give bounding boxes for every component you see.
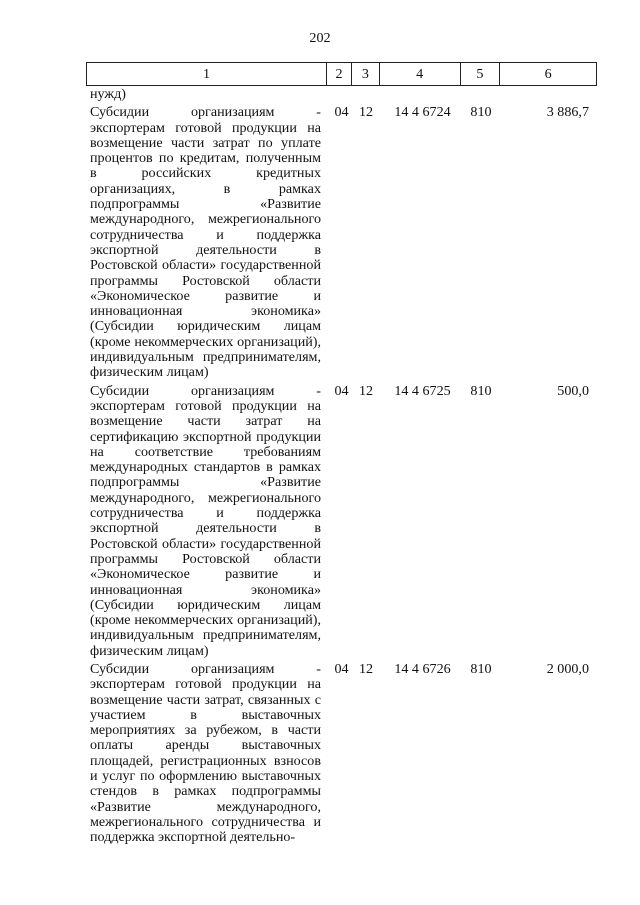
page-number: 202 bbox=[309, 30, 331, 46]
row-description: Субсидии организациям - экспортерам готовой продукции на возмещение части затрат по уплате процентов по кредитам, полученным в российских кредитных организациях, в рамках подпрограммы «Развитие международного, межрегионального сотрудничества и поддержка экспортной деятельности в Ростовской области» государственной программы Ростовской области «Экономическое развитие и инновационная экономика» (Субсидии юридическим лицам (кроме некоммерческих организаций), индивидуальным предпринимателям, физическим лицам) bbox=[90, 104, 321, 381]
header-col-2: 2 bbox=[327, 63, 352, 85]
header-col-6: 6 bbox=[544, 66, 552, 82]
row-amount: 2 000,0 bbox=[546, 660, 589, 677]
continuation-text: нужд) bbox=[90, 86, 127, 102]
row-target-code: 14 4 6725 bbox=[394, 382, 451, 399]
row-subsection: 12 bbox=[358, 104, 374, 121]
table-row bbox=[86, 384, 597, 659]
header-col-3: 3 bbox=[352, 63, 380, 85]
row-expense-type: 810 bbox=[470, 382, 492, 399]
row-section: 04 bbox=[334, 660, 349, 677]
row-description: Субсидии организациям - экспортерам готовой продукции на возмещение части затрат, связанных с участием в выставочных мероприятиях за рубежом, в части оплаты аренды выставочных площадей, регистрационных взносов и услуг по оформлению выставочных стендов в рамках подпрограммы «Развитие международного, межрегионального сотрудничества и поддержка экспортной деятельно- bbox=[90, 660, 321, 846]
row-target-code: 14 4 6726 bbox=[394, 660, 451, 677]
table-row bbox=[86, 662, 597, 846]
header-col-1: 1 bbox=[87, 63, 327, 85]
row-amount: 3 886,7 bbox=[546, 104, 589, 121]
row-section: 04 bbox=[334, 382, 349, 399]
row-expense-type: 810 bbox=[470, 660, 492, 677]
header-col-5: 5 bbox=[461, 63, 501, 85]
header-col-4: 4 bbox=[380, 63, 461, 85]
table-header bbox=[86, 62, 597, 86]
row-section: 04 bbox=[334, 104, 349, 121]
table-body bbox=[86, 87, 597, 846]
row-target-code: 14 4 6724 bbox=[394, 104, 451, 121]
table-row bbox=[86, 105, 597, 380]
row-amount: 500,0 bbox=[557, 382, 589, 399]
row-expense-type: 810 bbox=[470, 104, 492, 121]
row-description: Субсидии организациям - экспортерам готовой продукции на возмещение части затрат на сертификацию экспортной продукции на соответствие требованиям международных стандартов в рамках подпрограммы «Развитие международного, межрегионального сотрудничества и поддержка экспортной деятельности в Ростовской области» государственной программы Ростовской области «Экономическое развитие и инновационная экономика» (Субсидии юридическим лицам (кроме некоммерческих организаций), индивидуальным предпринимателям, физическим лицам) bbox=[90, 382, 321, 659]
row-subsection: 12 bbox=[358, 660, 374, 677]
row-subsection: 12 bbox=[358, 382, 374, 399]
